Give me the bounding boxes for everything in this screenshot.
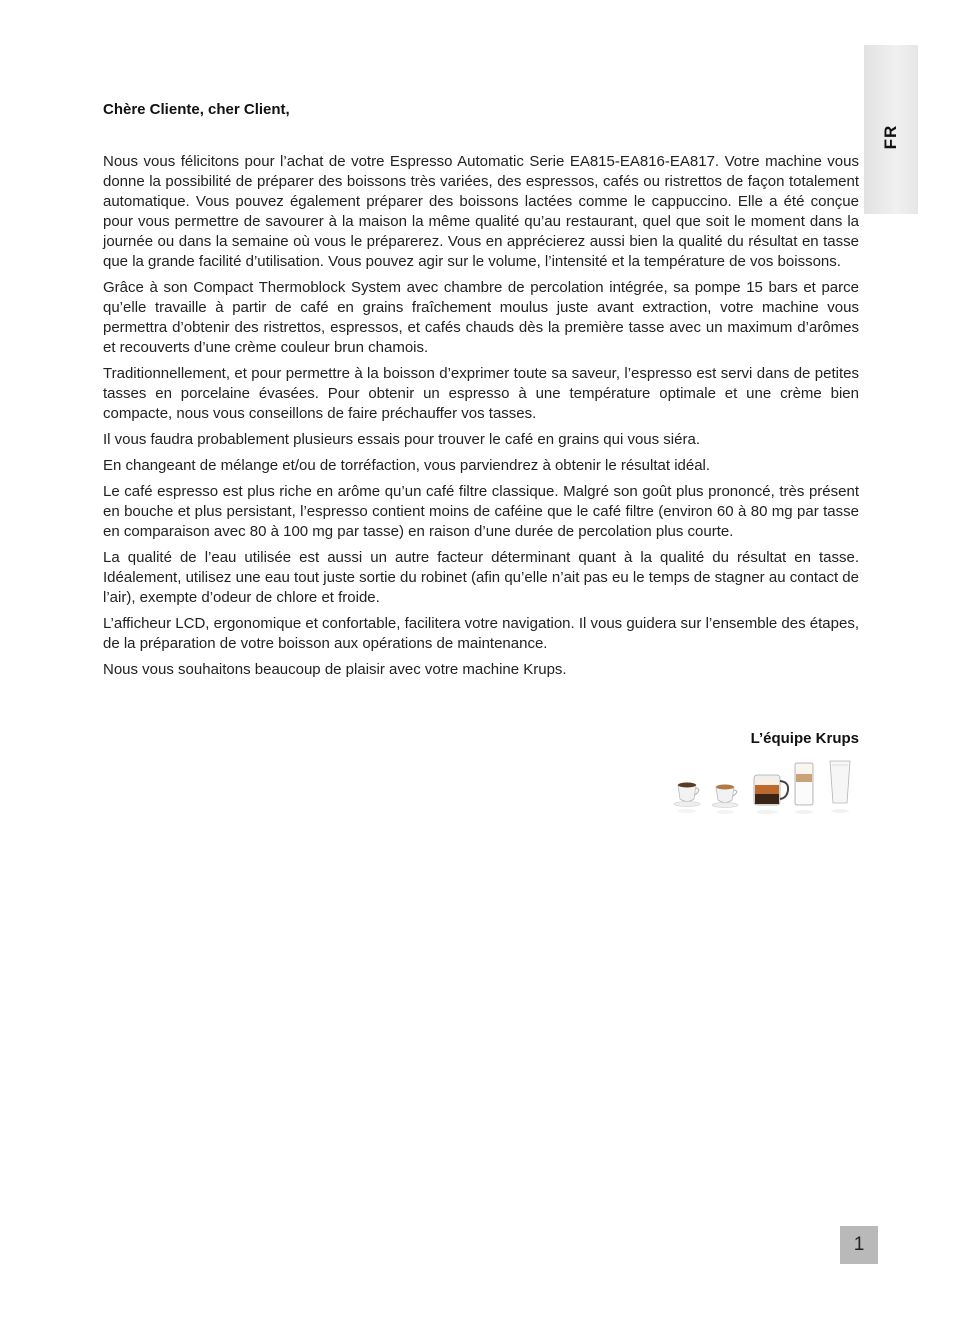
espresso-cup-icon xyxy=(674,783,700,814)
page-number: 1 xyxy=(840,1226,878,1264)
paragraph: L’afficheur LCD, ergonomique et confortable, facilitera votre navigation. Il vous guidera sur l’ensemble des étapes, de la préparation de votre boisson aux opérations de maintenance. xyxy=(103,615,859,652)
coffee-cups-illustration xyxy=(672,757,862,819)
paragraph: Il vous faudra probablement plusieurs essais pour trouver le café en grains qui vous siéra. xyxy=(103,431,700,448)
coffee-cup-icon xyxy=(712,785,738,815)
paragraph: Nous vous félicitons pour l’achat de votre Espresso Automatic Serie EA815-EA816-EA817. Votre machine vous donne la possibilité de préparer des boissons très variées, des espressos, cafés ou ristrettos de façon totalement automatique. Vous pouvez également préparer des boissons lactées comme le cappuccino. Elle a été conçue pour vous permettre de savourer à la maison la même qualité qu’au restaurant, quel que soit le moment dans la journée ou dans la semaine où vous le préparerez. Vous en apprécierez aussi bien la qualité du résultat en tasse que la grande facilité d’utilisation. Vous pouvez agir sur le volume, l’intensité et la température de vos boissons. xyxy=(103,153,859,270)
paragraph: Nous vous souhaitons beaucoup de plaisir avec votre machine Krups. xyxy=(103,661,567,678)
milk-glass-icon xyxy=(830,761,850,813)
language-tab xyxy=(864,45,918,214)
letter-body xyxy=(103,152,859,686)
glass-mug-icon xyxy=(754,775,788,814)
greeting: Chère Cliente, cher Client, xyxy=(103,101,290,118)
paragraph: En changeant de mélange et/ou de torréfaction, vous parviendrez à obtenir le résultat idéal. xyxy=(103,457,711,474)
paragraph: La qualité de l’eau utilisée est aussi un autre facteur déterminant quant à la qualité du résultat en tasse. Idéalement, utilisez une eau tout juste sortie du robinet (afin qu’elle n’ait pas eu le temps de stagner au contact de l’air), exempte d’odeur de chlore et froide. xyxy=(103,549,859,606)
paragraph: Le café espresso est plus riche en arôme qu’un café filtre classique. Malgré son goût plus prononcé, très présent en bouche et plus persistant, l’espresso contient moins de caféine que le café filtre (environ 60 à 80 mg par tasse en comparaison avec 80 à 100 mg par tasse) en raison d’une durée de percolation plus courte. xyxy=(103,483,859,540)
language-tab-label: FR xyxy=(881,124,900,150)
signature: L’équipe Krups xyxy=(750,730,859,747)
paragraph: Grâce à son Compact Thermoblock System avec chambre de percolation intégrée, sa pompe 15 bars et parce qu’elle travaille à partir de café en grains fraîchement moulus juste avant extraction, votre machine vous permettra d’obtenir des ristrettos, espressos, et cafés chauds dès la première tasse avec un maximum d’arômes et recouverts d’une crème couleur brun chamois. xyxy=(103,279,859,356)
paragraph: Traditionnellement, et pour permettre à la boisson d’exprimer toute sa saveur, l’espresso est servi dans de petites tasses en porcelaine évasées. Pour obtenir un espresso à une température optimale et une crème bien compacte, nous vous conseillons de faire préchauffer vos tasses. xyxy=(103,365,859,422)
latte-glass-icon xyxy=(795,763,813,814)
